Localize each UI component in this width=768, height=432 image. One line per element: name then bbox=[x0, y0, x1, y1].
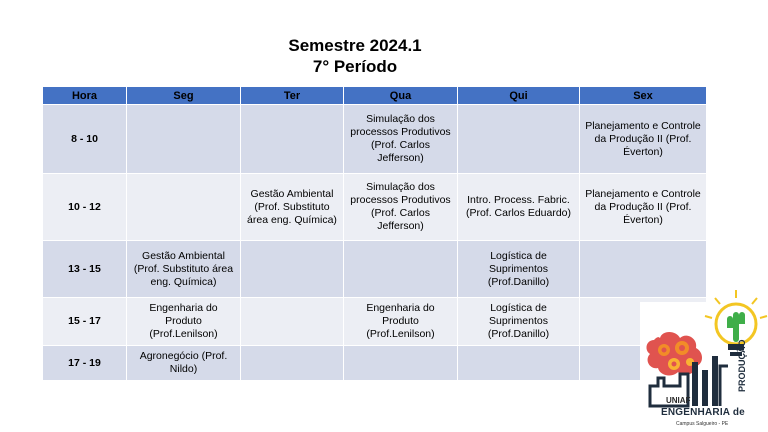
table-row bbox=[43, 241, 707, 298]
title-block bbox=[0, 36, 710, 78]
table-cell bbox=[344, 346, 458, 381]
table-row bbox=[43, 105, 707, 174]
table-cell bbox=[344, 241, 458, 298]
table-cell bbox=[458, 346, 580, 381]
table-cell: Intro. Process. Fabric. (Prof. Carlos Eduardo) bbox=[458, 174, 580, 241]
table-cell bbox=[241, 346, 344, 381]
table-header-row bbox=[43, 87, 707, 105]
logo-brand-text: UNIAF bbox=[666, 396, 691, 405]
hour-cell: 10 - 12 bbox=[43, 174, 127, 241]
hour-cell: 13 - 15 bbox=[43, 241, 127, 298]
table-cell: Simulação dos processos Produtivos (Prof. Carlos Jefferson) bbox=[344, 105, 458, 174]
hour-cell: 8 - 10 bbox=[43, 105, 127, 174]
table-cell: Logística de Suprimentos (Prof.Danillo) bbox=[458, 298, 580, 346]
table-cell bbox=[127, 105, 241, 174]
column-header-qua: Qua bbox=[344, 87, 458, 105]
logo-main-text: ENGENHARIA de bbox=[661, 407, 745, 418]
page-subtitle: 7° Período bbox=[312, 57, 398, 76]
table-cell bbox=[241, 241, 344, 298]
column-header-seg: Seg bbox=[127, 87, 241, 105]
table-cell: Engenharia do Produto (Prof.Lenilson) bbox=[344, 298, 458, 346]
table-cell bbox=[127, 174, 241, 241]
table-cell bbox=[241, 105, 344, 174]
table-cell: Gestão Ambiental (Prof. Substituto área eng. Química) bbox=[241, 174, 344, 241]
table-row bbox=[43, 346, 707, 381]
column-header-ter: Ter bbox=[241, 87, 344, 105]
table-cell: Simulação dos processos Produtivos (Prof. Carlos Jefferson) bbox=[344, 174, 458, 241]
table-cell: Logística de Suprimentos (Prof.Danillo) bbox=[458, 241, 580, 298]
page-title: Semestre 2024.1 bbox=[288, 36, 422, 55]
logo-small-text: Campus Salgueiro - PE bbox=[676, 421, 729, 427]
table-cell bbox=[580, 241, 707, 298]
column-header-sex: Sex bbox=[580, 87, 707, 105]
table-cell: Engenharia do Produto (Prof.Lenilson) bbox=[127, 298, 241, 346]
column-header-hora: Hora bbox=[43, 87, 127, 105]
table-row bbox=[43, 174, 707, 241]
table-cell: Planejamento e Controle da Produção II (Prof. Éverton) bbox=[580, 105, 707, 174]
hour-cell: 15 - 17 bbox=[43, 298, 127, 346]
table-cell: Agronegócio (Prof. Nildo) bbox=[127, 346, 241, 381]
hour-cell: 17 - 19 bbox=[43, 346, 127, 381]
logo-vertical-text: PRODUÇÃO bbox=[737, 339, 747, 392]
column-header-qui: Qui bbox=[458, 87, 580, 105]
schedule-table bbox=[42, 86, 707, 381]
table-cell: Planejamento e Controle da Produção II (Prof. Éverton) bbox=[580, 174, 707, 241]
table-cell bbox=[458, 105, 580, 174]
table-cell: Gestão Ambiental (Prof. Substituto área eng. Química) bbox=[127, 241, 241, 298]
table-row bbox=[43, 298, 707, 346]
table-cell bbox=[241, 298, 344, 346]
